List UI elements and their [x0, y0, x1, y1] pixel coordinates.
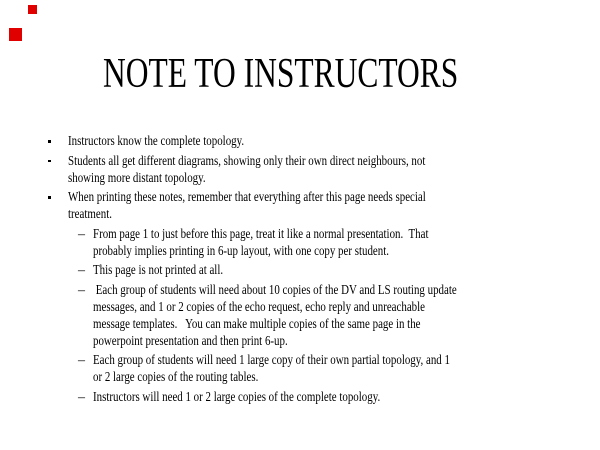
text-line: showing more distant topology.	[68, 170, 206, 186]
text-line: or 2 large copies of the routing tables.	[93, 370, 259, 385]
slide-title: NOTE TO INSTRUCTORS	[103, 51, 459, 97]
bullet-item-5	[0, 262, 600, 279]
bullet-item-3	[0, 189, 600, 223]
text-line: Students all get different diagrams, showing only their own direct neighbours, not	[68, 153, 426, 169]
bullet-item-4	[0, 226, 600, 260]
text-line: When printing these notes, remember that everything after this page needs special	[68, 190, 426, 205]
text-line: powerpoint presentation and then print 6-up.	[93, 333, 288, 349]
red-square-small	[28, 5, 37, 14]
bullet-dash-icon: –	[78, 389, 85, 405]
red-square-large	[9, 28, 22, 41]
bullet-list	[0, 133, 600, 406]
text-line: message templates. You can make multiple copies of the same page in the	[93, 316, 421, 332]
text-line: treatment.	[68, 207, 112, 222]
text-line: Each group of students will need about 10 copies of the DV and LS routing update	[93, 282, 457, 298]
bullet-dash-icon: –	[78, 263, 85, 278]
bullet-dot-icon	[48, 160, 51, 163]
bullet-item-6	[0, 282, 600, 350]
bullet-dot-icon	[48, 140, 51, 143]
text-line: probably implies printing in 6-up layout, with one copy per student.	[93, 243, 390, 259]
text-line: This page is not printed at all.	[93, 263, 224, 278]
bullet-item-7	[0, 352, 600, 386]
text-line: Each group of students will need 1 large copy of their own partial topology, and 1	[93, 353, 450, 368]
bullet-dot-icon	[48, 196, 51, 199]
text-line: From page 1 to just before this page, treat it like a normal presentation. That	[93, 226, 429, 242]
text-line: Instructors will need 1 or 2 large copies of the complete topology.	[93, 389, 381, 405]
text-line: messages, and 1 or 2 copies of the echo request, echo reply and unreachable	[93, 299, 426, 315]
text-line: Instructors know the complete topology.	[68, 134, 245, 149]
bullet-dash-icon: –	[78, 282, 85, 298]
bullet-dash-icon: –	[78, 226, 85, 242]
bullet-item-1	[0, 133, 600, 150]
bullet-item-2	[0, 153, 600, 187]
bullet-dash-icon: –	[78, 353, 85, 368]
bullet-item-8	[0, 389, 600, 406]
